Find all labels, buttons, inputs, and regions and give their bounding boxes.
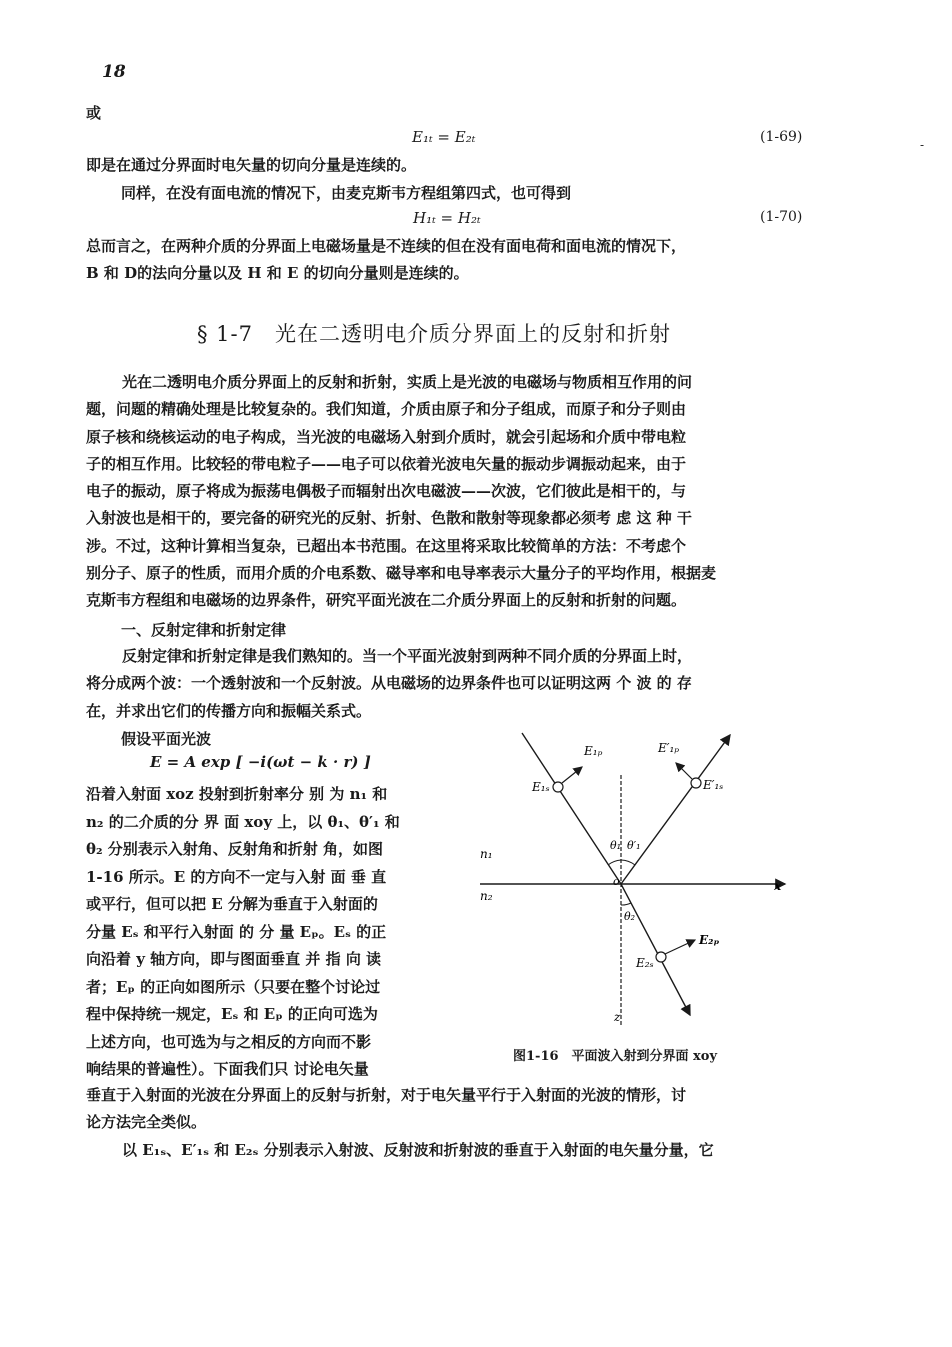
- e2p-arrow: [665, 940, 695, 954]
- laws-line: 将分成两个波：一个透射波和一个反射波。从电磁场的边界条件也可以证明这两 个 波 的 存: [86, 674, 692, 693]
- text-line: 即是在通过分界面时电矢量的切向分量是连续的。: [86, 156, 417, 174]
- e1p-reflected-arrow: [676, 763, 692, 779]
- left-line: 上述方向，也可选为与之相反的方向而不影: [86, 1032, 372, 1051]
- reflected-ray: [621, 735, 730, 884]
- intro-line: 涉。不过，这种计算相当复杂，已超出本书范围。在这里将采取比较简单的方法：不考虑个: [86, 536, 687, 555]
- intro-line: 原子核和绕核运动的电子构成，当光波的电磁场入射到介质时，就会引起场和介质中带电粒: [86, 427, 687, 446]
- intro-line: 光在二透明电介质分界面上的反射和折射，实质上是光波的电磁场与物质相互作用的问: [122, 373, 693, 391]
- edge-mark: -: [920, 138, 925, 152]
- left-line: 响结果的普遍性）。下面我们只 讨论电矢量: [86, 1060, 369, 1078]
- figure-caption: 图1-16 平面波入射到分界面 xoy: [513, 1049, 718, 1064]
- theta2-arc: [621, 903, 631, 905]
- page-number: 18: [102, 62, 126, 82]
- left-line: n₂ 的二介质的分 界 面 xoy 上，以 θ₁、θ′₁ 和: [86, 812, 400, 831]
- label-n1: n₁: [480, 847, 493, 861]
- label-origin: o: [613, 875, 620, 888]
- refracted-field-marker: [656, 952, 666, 962]
- left-line: 分量 Eₛ 和平行入射面 的 分 量 Eₚ。Eₛ 的正: [86, 922, 387, 941]
- label-e1s-reflected: E′₁ₛ: [703, 778, 724, 792]
- intro-line: 题，问题的精确处理是比较复杂的。我们知道，介质由原子和分子组成，而原子和分子则由: [86, 400, 687, 419]
- laws-line: 反射定律和折射定律是我们熟知的。当一个平面光波射到两种不同介质的分界面上时，: [122, 647, 693, 665]
- intro-line: 克斯韦方程组和电磁场的边界条件，研究平面光波在二介质分界面上的反射和折射的问题。: [86, 591, 687, 610]
- equation-1-69: E₁ₜ = E₂ₜ: [412, 128, 476, 146]
- left-column-paragraph: [86, 781, 436, 1084]
- equation-1-69-number: (1-69): [760, 129, 803, 145]
- laws-paragraph: [86, 643, 811, 725]
- intro-line: 电子的振动，原子将成为振荡电偶极子而辐射出次电磁波——次波，它们彼此是相干的，与: [86, 482, 687, 501]
- section-title: § 1-7 光在二透明电介质分界面上的反射和折射: [197, 322, 671, 346]
- left-line: 沿着入射面 xoz 投射到折射率分 别 为 n₁ 和: [86, 785, 388, 803]
- bottom-line: 垂直于入射面的光波在分界面上的反射与折射，对于电矢量平行于入射面的光波的情形，讨: [86, 1086, 687, 1104]
- equation-1-70-number: (1-70): [760, 209, 803, 225]
- label-e1s: E₁ₛ: [532, 780, 550, 794]
- label-theta1: θ₁: [610, 839, 622, 852]
- label-e1p-reflected: E′₁ₚ: [658, 741, 680, 755]
- summary-line: 总而言之，在两种介质的分界面上电磁场量是不连续的但在没有面电荷和面电流的情况下，: [86, 237, 687, 255]
- subsection-heading: 一、反射定律和折射定律: [121, 621, 287, 639]
- label-theta2: θ₂: [624, 910, 636, 923]
- left-line: 程中保持统一规定，Eₛ 和 Eₚ 的正向可选为: [86, 1005, 378, 1023]
- intro-paragraph: [86, 369, 811, 615]
- label-e2p: E₂ₚ: [699, 933, 720, 947]
- label-e2s: E₂ₛ: [636, 956, 654, 970]
- equation-1-70: H₁ₜ = H₂ₜ: [413, 209, 481, 227]
- refracted-ray: [621, 884, 690, 1015]
- figure-1-16: [470, 725, 810, 1035]
- left-line: θ₂ 分别表示入射角、反射角和折射 角，如图: [86, 840, 384, 858]
- bottom-line: 以 E₁ₛ、E′₁ₛ 和 E₂ₛ 分别表示入射波、反射波和折射波的垂直于入射面的电矢量分量，它: [122, 1140, 714, 1159]
- intro-line: 入射波也是相干的，要完备的研究光的反射、折射、色散和散射等现象都必须考 虑 这 种 干: [86, 509, 692, 528]
- e1p-arrow: [562, 767, 582, 783]
- intro-line: 子的相互作用。比较轻的带电粒子——电子可以依着光波电矢量的振动步调振动起来，由于: [86, 454, 687, 473]
- label-e1p: E₁ₚ: [584, 744, 603, 758]
- left-line: 或平行，但可以把 E 分解为垂直于入射面的: [86, 895, 378, 913]
- text-line: 同样，在没有面电流的情况下，由麦克斯韦方程组第四式，也可得到: [121, 184, 572, 202]
- theta1r-arc: [621, 860, 635, 865]
- left-line: 者；Eₚ 的正向如图所示（只要在整个讨论过: [86, 977, 381, 996]
- summary-line: B 和 D的法向分量以及 H 和 E 的切向分量则是连续的。: [86, 264, 469, 282]
- theta1-arc: [608, 860, 621, 865]
- incident-ray: [522, 733, 621, 884]
- label-theta1-reflected: θ′₁: [627, 839, 641, 852]
- label-n2: n₂: [480, 889, 493, 903]
- left-line: 向沿着 y 轴方向，即与图面垂直 并 指 向 读: [86, 950, 382, 968]
- bottom-paragraph: [86, 1082, 811, 1164]
- intro-line: 别分子、原子的性质，而用介质的介电系数、磁导率和电导率表示大量分子的平均作用，根据麦: [86, 564, 717, 583]
- left-line: 1-16 所示。E 的方向不一定与入射 面 垂 直: [86, 867, 387, 886]
- label-z-axis: z: [614, 1010, 621, 1024]
- laws-line: 在，并求出它们的传播方向和振幅关系式。: [86, 701, 372, 720]
- incident-field-marker: [553, 782, 563, 792]
- label-x-axis: x: [774, 879, 782, 893]
- reflected-field-marker: [691, 778, 701, 788]
- or-word: 或: [86, 104, 102, 122]
- plane-wave-equation: E = A exp [ −i(ωt − k · r) ]: [150, 753, 371, 771]
- bottom-line: 论方法完全类似。: [86, 1113, 207, 1132]
- assume-text: 假设平面光波: [121, 730, 212, 748]
